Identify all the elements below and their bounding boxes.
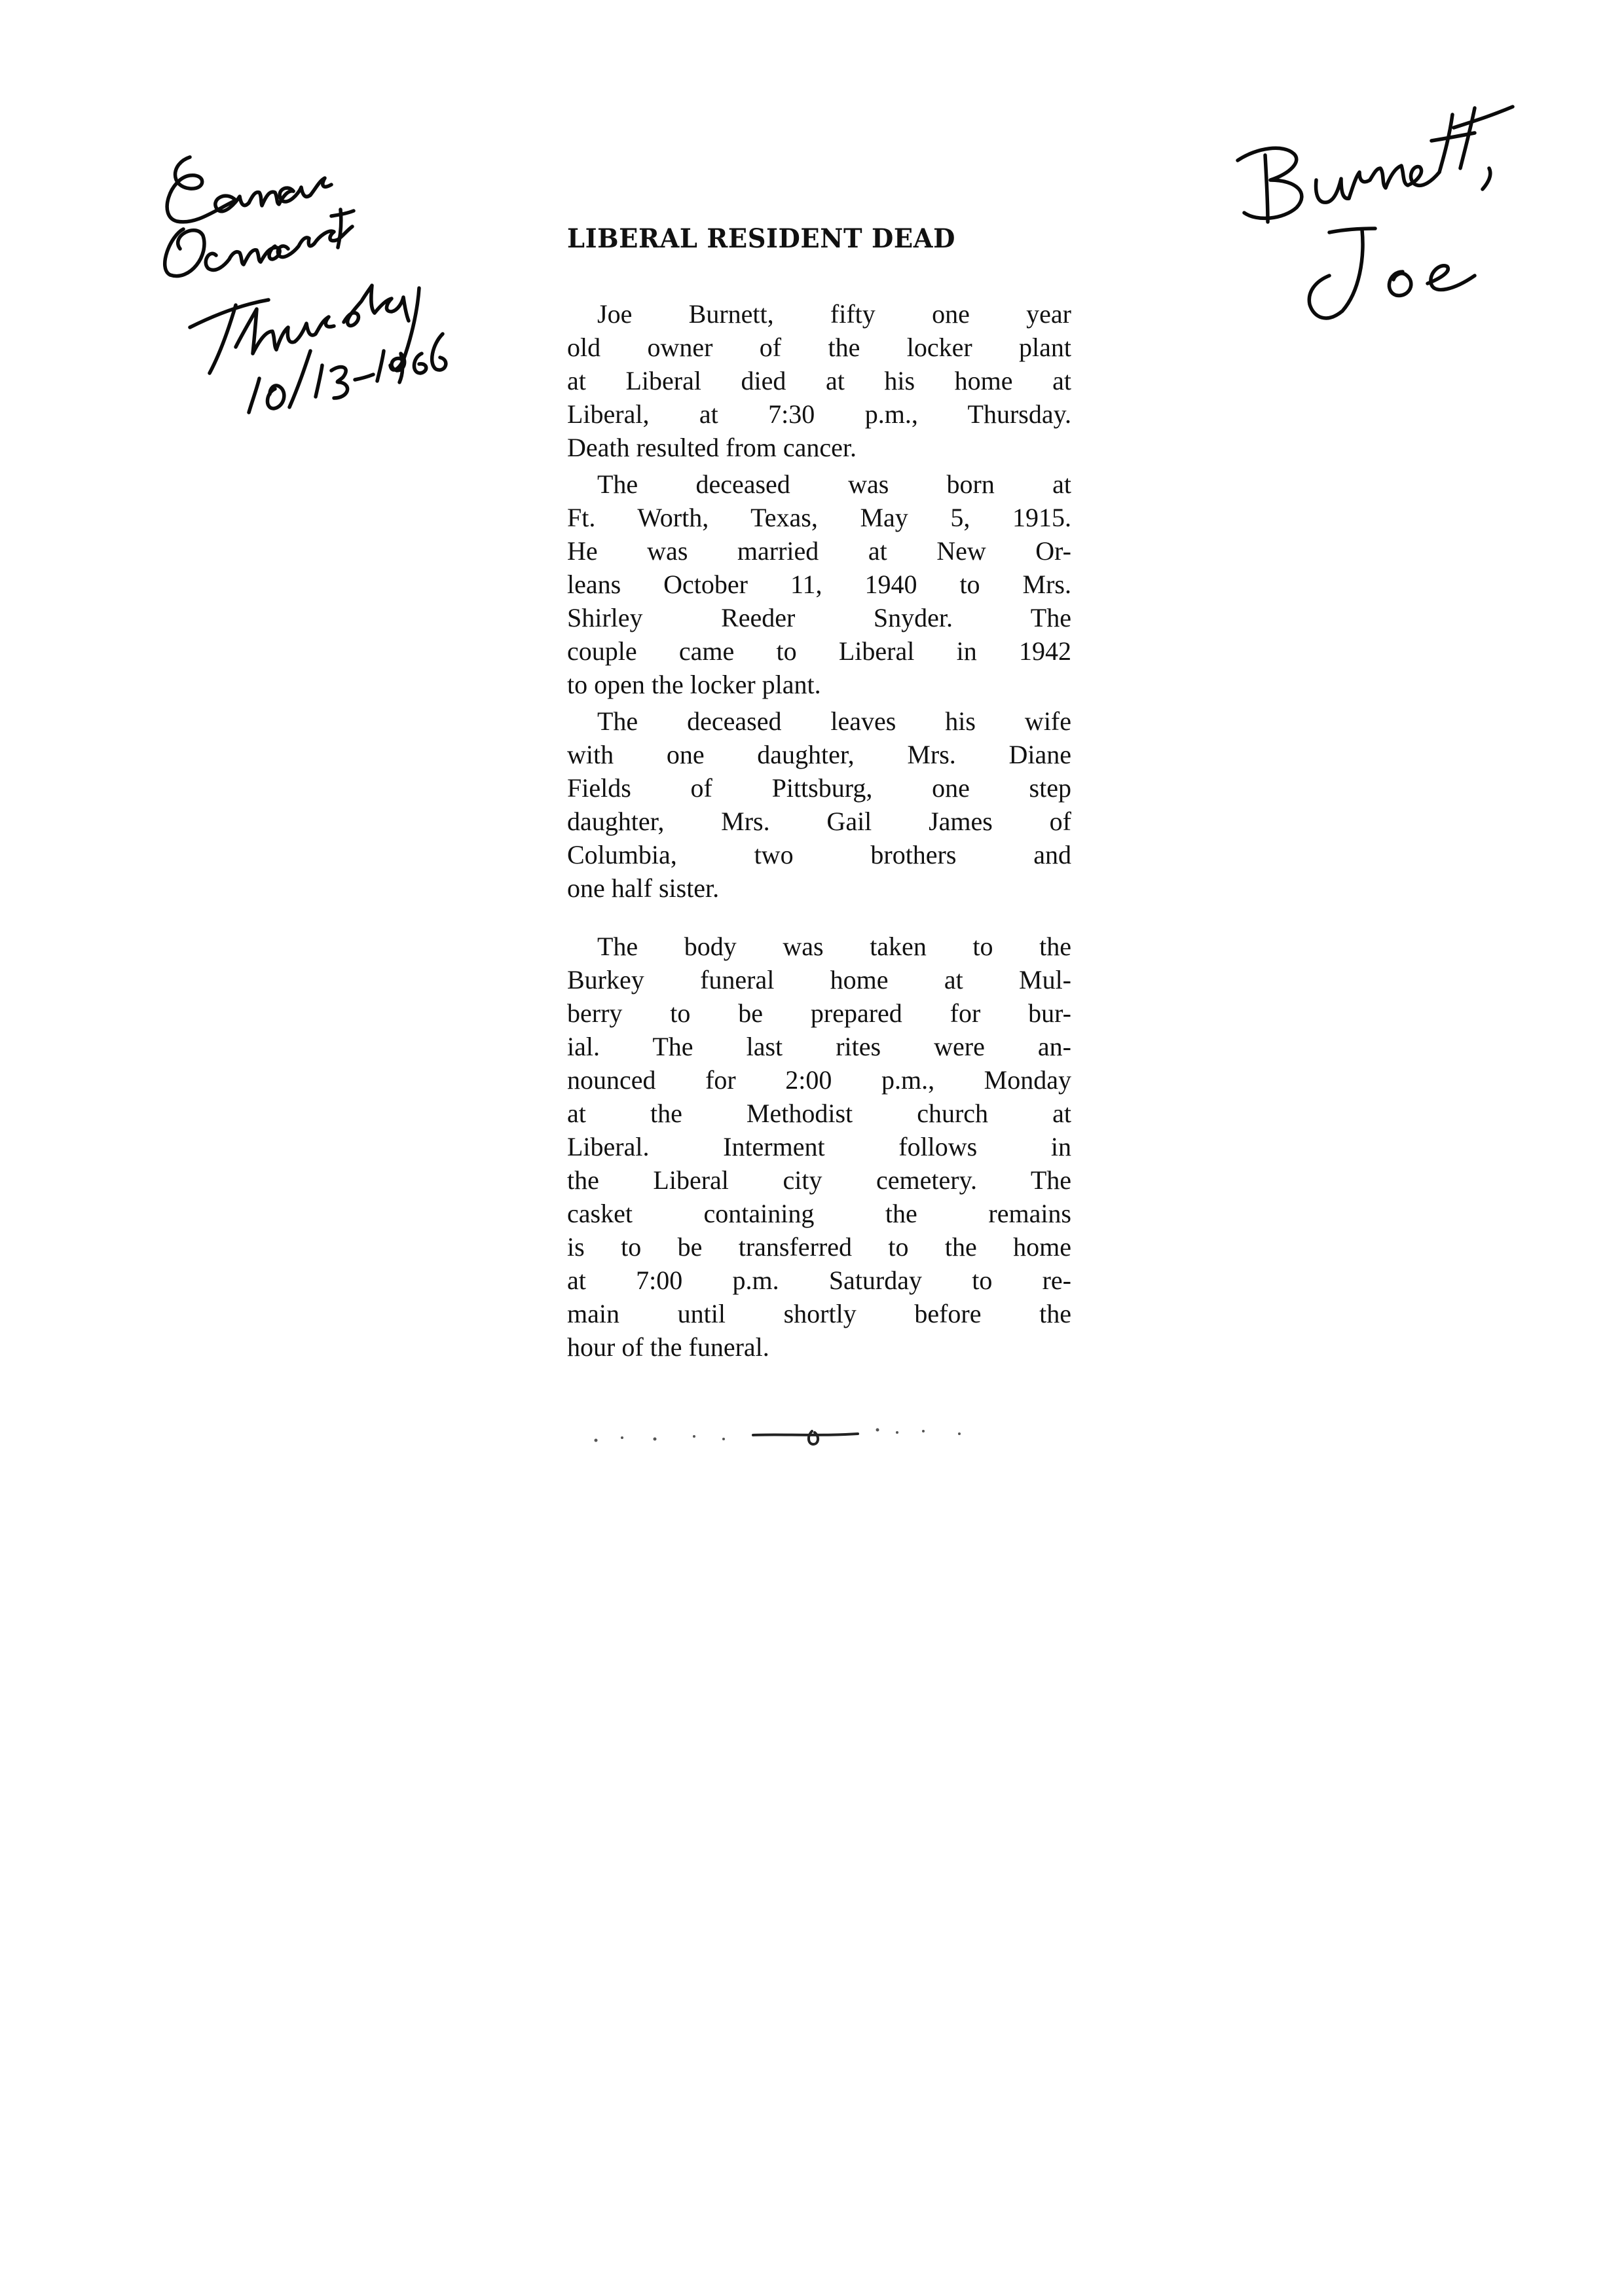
text-line: the Liberal city cemetery. The bbox=[567, 1165, 1071, 1195]
text-line: The body was taken to the bbox=[597, 932, 1071, 961]
text-line: to open the locker plant. bbox=[567, 670, 821, 699]
text-line: daughter, Mrs. Gail James of bbox=[567, 807, 1071, 836]
text-line: is to be transferred to the home bbox=[567, 1232, 1071, 1262]
text-line: berry to be prepared for bur- bbox=[567, 998, 1071, 1028]
article-end-rule bbox=[583, 1422, 976, 1448]
text-line: Ft. Worth, Texas, May 5, 1915. bbox=[567, 503, 1071, 532]
handwritten-note-left bbox=[144, 137, 485, 419]
text-line: old owner of the locker plant bbox=[567, 333, 1071, 362]
text-line: nounced for 2:00 p.m., Monday bbox=[567, 1065, 1071, 1095]
text-line: one half sister. bbox=[567, 873, 720, 903]
article-headline: LIBERAL RESIDENT DEAD bbox=[567, 223, 956, 254]
text-line: at 7:00 p.m. Saturday to re- bbox=[567, 1266, 1071, 1295]
text-line: with one daughter, Mrs. Diane bbox=[567, 740, 1071, 769]
text-line: Death resulted from cancer. bbox=[567, 433, 857, 462]
handwritten-note-right bbox=[1231, 82, 1572, 357]
text-line: Burkey funeral home at Mul- bbox=[567, 965, 1071, 994]
article-paragraph-1 bbox=[567, 297, 1071, 464]
text-line: He was married at New Or- bbox=[567, 536, 1071, 566]
text-line: at the Methodist church at bbox=[567, 1099, 1071, 1128]
text-line: Joe Burnett, fifty one year bbox=[597, 299, 1071, 329]
article-paragraph-3 bbox=[567, 704, 1071, 905]
text-line: casket containing the remains bbox=[567, 1199, 1071, 1228]
text-line: at Liberal died at his home at bbox=[567, 366, 1071, 395]
article-paragraph-2 bbox=[567, 467, 1071, 701]
text-line: Columbia, two brothers and bbox=[567, 840, 1071, 869]
article-body bbox=[567, 297, 1071, 1364]
text-line: The deceased leaves his wife bbox=[597, 706, 1071, 736]
text-line: couple came to Liberal in 1942 bbox=[567, 636, 1071, 666]
text-line: Liberal. Interment follows in bbox=[567, 1132, 1071, 1161]
news-article bbox=[567, 223, 1071, 1364]
article-paragraph-4 bbox=[567, 930, 1071, 1364]
text-line: Liberal, at 7:30 p.m., Thursday. bbox=[567, 399, 1071, 429]
text-line: Fields of Pittsburg, one step bbox=[567, 773, 1071, 803]
text-line: The deceased was born at bbox=[597, 469, 1071, 499]
text-line: hour of the funeral. bbox=[567, 1332, 769, 1362]
text-line: ial. The last rites were an- bbox=[567, 1032, 1071, 1061]
text-line: leans October 11, 1940 to Mrs. bbox=[567, 570, 1071, 599]
text-line: main until shortly before the bbox=[567, 1299, 1071, 1328]
text-line: Shirley Reeder Snyder. The bbox=[567, 603, 1071, 632]
